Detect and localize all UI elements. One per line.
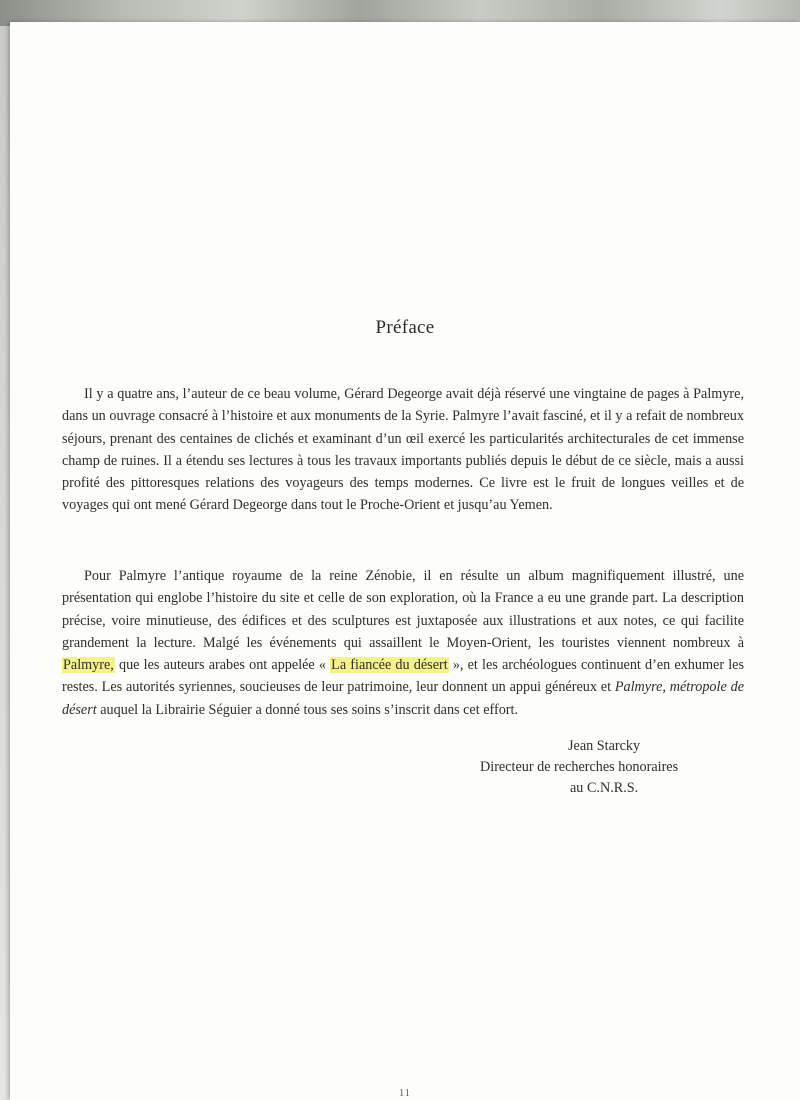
paragraph-1: Il y a quatre ans, l’auteur de ce beau volume, Gérard Degeorge avait déjà réservé une vingtaine de pages à Palmyre, dans un ouvrage consacré à l’histoire et aux monuments de la Syrie. Palmyre l’avait fasciné, et il y a refait de nombreux séjours, prenant des centaines de clichés et examinant d’un œil exercé les particularités architecturales de cet immense champ de ruines. Il a étendu ses lectures à tous les travaux importants publiés depuis le début de ce siècle, mais a aussi profité des pittoresques relations des voyageurs des temps modernes. Ce livre est le fruit de longues veilles et de voyages qui ont mené Gérard Degeorge dans tout le Proche-Orient et jusqu’au Yemen. (62, 386, 744, 514)
highlighted-palmyre: Palmyre, (63, 657, 114, 674)
paragraph-2-text-3: », et les archéologues continuent d’en exhumer les restes. Les autorités syriennes, soucieuses de leur patrimoine, leur donnent un appui généreux et (62, 657, 744, 696)
signature-block (480, 736, 760, 799)
italic-book-title: Palmyre, métropole de désert (62, 679, 744, 718)
scan-background-left (0, 26, 10, 1100)
signature-role: Directeur de recherches honoraires (480, 759, 679, 775)
signature-institution: au C.N.R.S. (570, 780, 639, 796)
page-number: 11 (399, 1088, 411, 1099)
paragraph-2-text-1: Pour Palmyre l’antique royaume de la reine Zénobie, il en résulte un album magnifiquement illustré, une présentation qui englobe l’histoire du site et celle de son exploration, où la France a eu une grande part. La description précise, voire minutieuse, des édifices et des sculptures est juxtaposée aux illustrations et aux notes, ce qui facilite grandement la lecture. Malgé les événements qui assaillent le Moyen-Orient, les touristes viennent nombreux à (62, 568, 744, 651)
highlighted-fiancee-du-desert: La fiancée du désert (331, 657, 448, 674)
paragraph-2-text-4: auquel la Librairie Séguier a donné tous ses soins s’inscrit dans cet effort. (96, 701, 518, 718)
signature-name: Jean Starcky (568, 738, 641, 754)
page-title: Préface (375, 317, 435, 338)
paragraph-2 (62, 565, 744, 721)
paragraph-2-text-2: que les auteurs arabes ont appelée « (114, 657, 331, 674)
book-page (10, 22, 800, 1100)
